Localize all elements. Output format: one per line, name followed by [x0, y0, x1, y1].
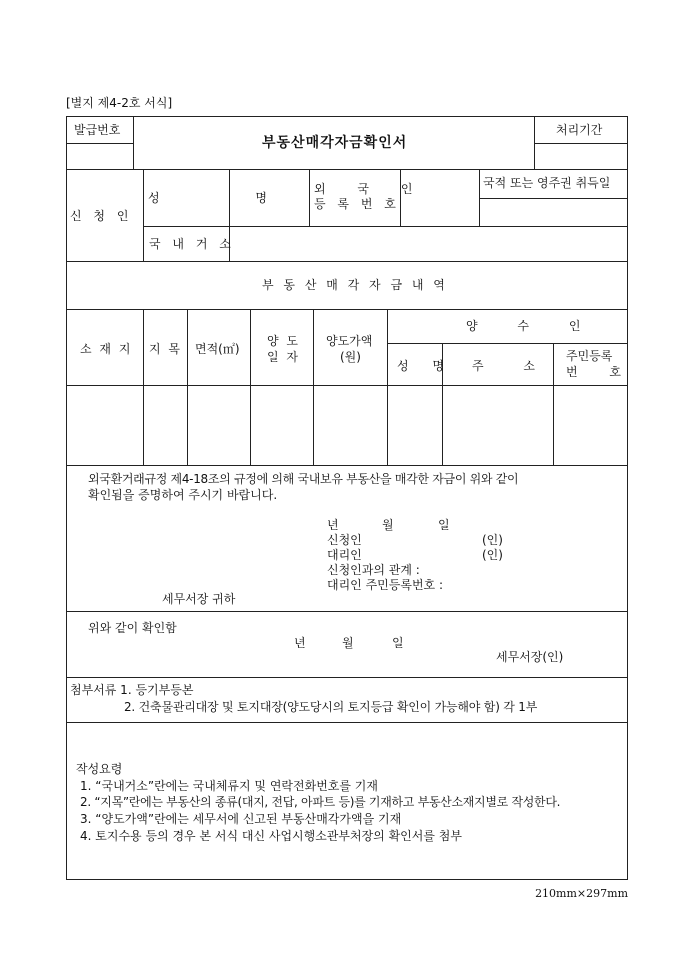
instruction-item: 3. “양도가액”란에는 세무서에 신고된 부동산매각가액을 기재 — [80, 812, 402, 826]
rule — [553, 343, 554, 465]
rule — [143, 309, 144, 465]
applicant-sign-label: 신청인 — [327, 533, 362, 547]
col-transferee: 양 수 인 — [466, 319, 599, 333]
rule — [66, 309, 628, 310]
rule — [250, 309, 251, 465]
addressee: 세무서장 귀하 — [162, 592, 236, 606]
rule — [479, 169, 480, 226]
col-transferee-address: 주 소 — [472, 359, 553, 373]
confirm-month: 월 — [342, 636, 354, 650]
rule — [387, 343, 628, 344]
nationality-label: 국적 또는 영주권 취득일 — [483, 176, 611, 190]
instruction-item: 2. “지목”란에는 부동산의 종류(대지, 전답, 아파트 등)를 기재하고 부동산소재지별로 작성한다. — [80, 795, 561, 809]
col-transferee-name: 성 명 — [397, 359, 454, 373]
agent-seal: (인) — [482, 548, 503, 562]
col-transferee-rrn-1: 주민등록 — [566, 349, 613, 363]
instruction-item: 1. “국내거소”란에는 국내체류지 및 연락전화번호를 기재 — [80, 779, 378, 793]
col-transfer-date-2: 일 자 — [267, 350, 300, 364]
paper-size: 210mm×297mm — [535, 887, 628, 900]
rule — [66, 722, 628, 723]
rule — [66, 677, 628, 678]
rule — [66, 385, 628, 386]
name-label: 성 명 — [148, 191, 313, 205]
relation-label: 신청인과의 관계 : — [327, 563, 420, 577]
form-code: [별지 제4-2호 서식] — [66, 96, 173, 110]
col-transfer-date-1: 양 도 — [267, 334, 300, 348]
confirmation-text: 위와 같이 확인함 — [88, 621, 177, 635]
agent-rrn-label: 대리인 주민등록번호 : — [327, 578, 444, 592]
attachments-line-2: 2. 건축물관리대장 및 토지대장(양도당시의 토지등급 확인이 가능해야 함) 각 1부 — [124, 700, 538, 714]
processing-period-label: 처리기간 — [556, 123, 603, 137]
issue-no-label: 발급번호 — [74, 123, 121, 137]
col-transfer-price-2: (원) — [340, 350, 361, 364]
confirm-day: 일 — [392, 636, 404, 650]
foreigner-reg-label-2: 등 록 번 호 — [314, 197, 400, 211]
confirm-year: 년 — [294, 636, 306, 650]
col-area: 면적(㎡) — [195, 342, 240, 356]
rule — [187, 309, 188, 465]
rule — [387, 309, 388, 465]
request-text-2: 확인됨을 증명하여 주시기 바랍니다. — [88, 488, 278, 502]
rule — [479, 198, 628, 199]
instruction-item: 4. 토지수용 등의 경우 본 서식 대신 사업시행소관부처장의 확인서를 첨부 — [80, 829, 462, 843]
rule — [143, 169, 144, 261]
col-land-category: 지 목 — [149, 342, 182, 356]
applicant-label: 신 청 인 — [70, 209, 133, 223]
sale-details-title: 부 동 산 매 각 자 금 내 역 — [262, 278, 448, 292]
rule — [133, 116, 134, 169]
domestic-residence-label: 국 내 거 소 — [149, 237, 235, 251]
col-transfer-price-1: 양도가액 — [326, 334, 373, 348]
rule — [66, 261, 628, 262]
rule — [534, 143, 628, 144]
rule — [66, 169, 628, 170]
rule — [143, 226, 628, 227]
rule — [66, 611, 628, 612]
request-month: 월 — [382, 518, 394, 532]
rule — [66, 465, 628, 466]
request-day: 일 — [438, 518, 450, 532]
rule — [534, 116, 535, 169]
col-transferee-rrn-2: 번 호 — [566, 365, 635, 379]
rule — [66, 143, 133, 144]
confirm-signer: 세무서장(인) — [496, 650, 564, 664]
agent-sign-label: 대리인 — [327, 548, 362, 562]
instructions-title: 작성요령 — [76, 762, 123, 776]
col-location: 소 재 지 — [80, 342, 133, 356]
request-year: 년 — [327, 518, 339, 532]
foreigner-reg-label-1: 외 국 인 — [314, 182, 427, 196]
form-title: 부동산매각자금확인서 — [262, 135, 408, 151]
attachments-line-1: 첨부서류 1. 등기부등본 — [70, 683, 194, 697]
rule — [400, 169, 401, 226]
rule — [313, 309, 314, 465]
applicant-seal: (인) — [482, 533, 503, 547]
request-text-1: 외국환거래규정 제4-18조의 규정에 의해 국내보유 부동산을 매각한 자금이 위와 같이 — [88, 472, 519, 486]
